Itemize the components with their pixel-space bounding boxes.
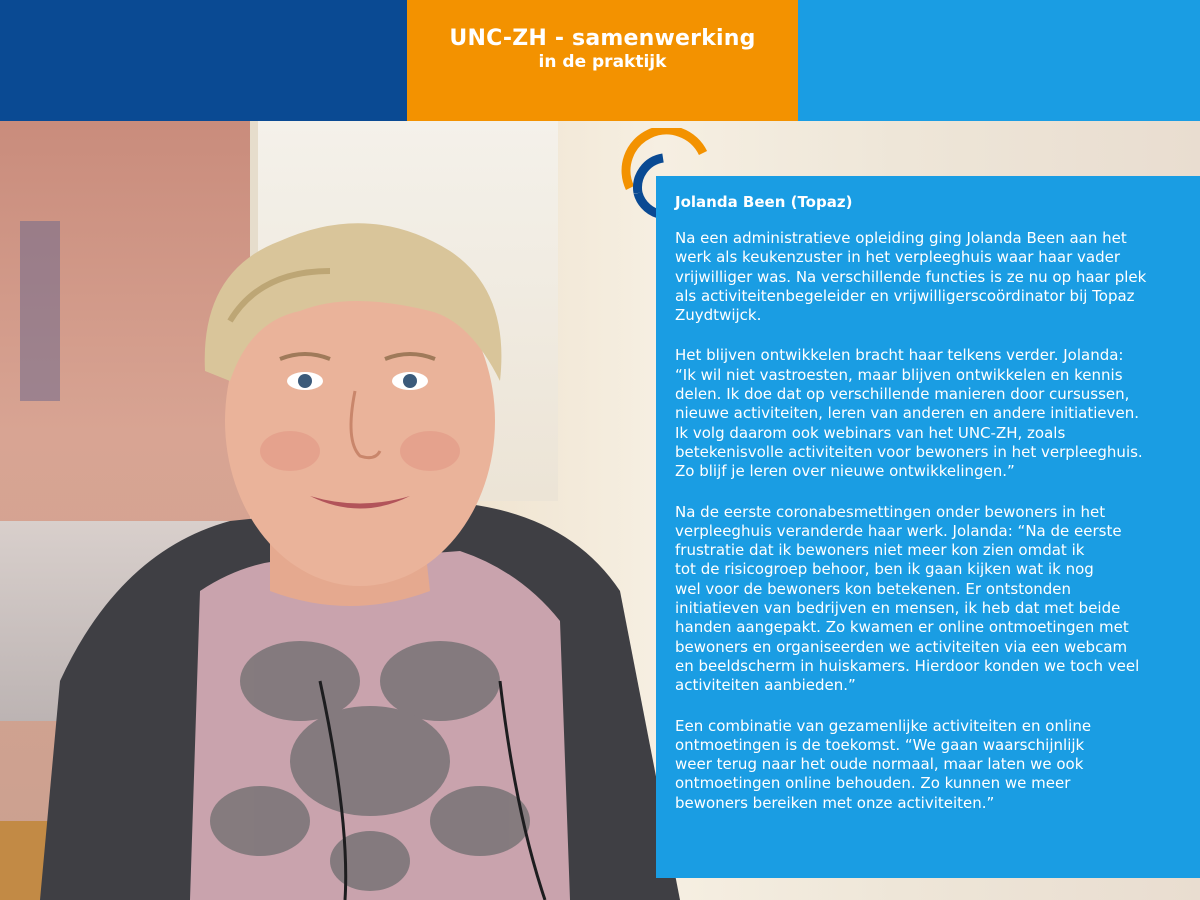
header-title: UNC-ZH - samenwerking [449,26,756,51]
article-paragraph-3: Na de eerste coronabesmettingen onder bewoners in het verpleeghuis veranderde haar werk. Jolanda: “Na de eerste frustratie dat ik bewoners niet meer kon zien omdat ik tot de risicogroep behoor, ben ik gaan kijken wat ik nog wel voor de bewoners kon betekenen. Er ontstonden initiatieven van bedrijven en mensen, ik heb dat met beide handen aangepakt. Zo kwamen er online ontmoetingen met bewoners en organiseerden we activiteiten via een webcam en beeldscherm in huiskamers. Hierdoor konden we toch veel activiteiten aanbieden.” [675,502,1140,695]
header-band-left [0,0,407,121]
article-paragraph-4: Een combinatie van gezamenlijke activiteiten en online ontmoetingen is de toekomst. “We gaan waarschijnlijk weer terug naar het oude normaal, maar laten we ook ontmoetingen online behouden. Zo kunnen we meer bewoners bereiken met onze activiteiten.” [675,716,1092,812]
person-name: Jolanda Been (Topaz) [675,193,853,211]
article-paragraph-1: Na een administratieve opleiding ging Jolanda Been aan het werk als keukenzuster in het verpleeghuis waar haar vader vrijwilliger was. Na verschillende functies is ze nu op haar plek als activiteitenbegeleider en vrijwilligerscoördinator bij Topaz Zuydtwijck. [675,229,1147,325]
article-panel [656,176,1200,878]
header-subtitle: in de praktijk [538,52,667,72]
woman-portrait-illustration [0,121,700,900]
header-band-right [798,0,1200,121]
article-paragraph-2: Het blijven ontwikkelen bracht haar telkens verder. Jolanda: “Ik wil niet vastroesten, maar blijven ontwikkelen en kennis delen. Ik doe dat op verschillende manieren door cursussen, nieuwe activiteiten, leren van anderen en andere initiatieven. Ik volg daarom ook webinars van het UNC-ZH, zoals betekenisvolle activiteiten voor bewoners in het verpleeghuis. Zo blijf je leren over nieuwe ontwikkelingen.” [675,346,1143,481]
header-title-block [407,0,798,121]
